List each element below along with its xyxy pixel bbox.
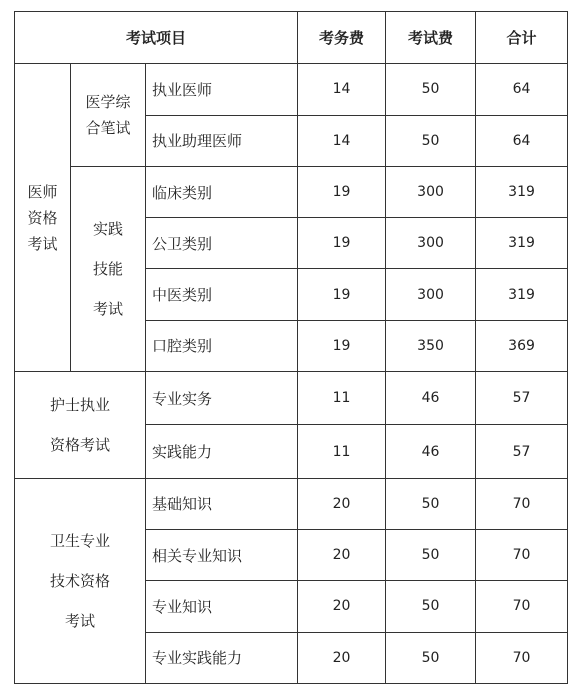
total-cell: 70	[476, 581, 568, 632]
service-fee-cell: 19	[298, 166, 386, 217]
item-cell: 执业医师	[146, 64, 298, 115]
exam-fee-cell: 300	[386, 166, 476, 217]
total-cell: 57	[476, 425, 568, 478]
physician-category-text: 医师资格考试	[27, 182, 58, 253]
total-cell: 369	[476, 320, 568, 371]
exam-fee-cell: 50	[386, 64, 476, 115]
written-subcategory-label	[71, 64, 146, 167]
health-tech-category-label	[15, 478, 146, 683]
service-fee-cell: 19	[298, 218, 386, 269]
exam-fee-cell: 300	[386, 218, 476, 269]
service-fee-cell: 20	[298, 530, 386, 581]
exam-fee-cell: 50	[386, 581, 476, 632]
item-cell: 临床类别	[146, 166, 298, 217]
service-fee-cell: 14	[298, 115, 386, 166]
total-cell: 70	[476, 632, 568, 683]
table-row	[15, 64, 568, 115]
exam-fee-cell: 50	[386, 478, 476, 529]
exam-fee-cell: 350	[386, 320, 476, 371]
practical-subcategory-label	[71, 166, 146, 371]
nurse-category-text: 护士执业资格考试	[49, 395, 110, 454]
total-cell: 70	[476, 530, 568, 581]
practical-subcategory-text: 实践技能考试	[92, 219, 123, 318]
service-fee-cell: 19	[298, 269, 386, 320]
health-tech-category-text: 卫生专业技术资格考试	[49, 531, 110, 630]
table-row	[15, 166, 568, 217]
item-cell: 基础知识	[146, 478, 298, 529]
item-cell: 执业助理医师	[146, 115, 298, 166]
header-service-fee: 考务费	[298, 12, 386, 64]
exam-fee-cell: 50	[386, 530, 476, 581]
header-total: 合计	[476, 12, 568, 64]
exam-fee-cell: 300	[386, 269, 476, 320]
item-cell: 专业实务	[146, 372, 298, 425]
nurse-category-label	[15, 372, 146, 479]
exam-fee-table	[14, 11, 568, 684]
service-fee-cell: 20	[298, 632, 386, 683]
item-cell: 专业知识	[146, 581, 298, 632]
service-fee-cell: 11	[298, 372, 386, 425]
table-row	[15, 372, 568, 425]
exam-fee-cell: 50	[386, 115, 476, 166]
total-cell: 64	[476, 64, 568, 115]
exam-fee-cell: 46	[386, 372, 476, 425]
item-cell: 口腔类别	[146, 320, 298, 371]
header-exam-fee: 考试费	[386, 12, 476, 64]
total-cell: 319	[476, 269, 568, 320]
table-row	[15, 478, 568, 529]
service-fee-cell: 20	[298, 581, 386, 632]
header-row	[15, 12, 568, 64]
total-cell: 319	[476, 166, 568, 217]
exam-fee-cell: 50	[386, 632, 476, 683]
written-subcategory-text: 医学综合笔试	[85, 93, 131, 138]
service-fee-cell: 19	[298, 320, 386, 371]
item-cell: 专业实践能力	[146, 632, 298, 683]
item-cell: 公卫类别	[146, 218, 298, 269]
total-cell: 64	[476, 115, 568, 166]
exam-fee-cell: 46	[386, 425, 476, 478]
total-cell: 70	[476, 478, 568, 529]
header-item: 考试项目	[15, 12, 298, 64]
service-fee-cell: 20	[298, 478, 386, 529]
physician-category-label	[15, 64, 71, 372]
total-cell: 319	[476, 218, 568, 269]
total-cell: 57	[476, 372, 568, 425]
item-cell: 中医类别	[146, 269, 298, 320]
item-cell: 相关专业知识	[146, 530, 298, 581]
service-fee-cell: 14	[298, 64, 386, 115]
service-fee-cell: 11	[298, 425, 386, 478]
item-cell: 实践能力	[146, 425, 298, 478]
